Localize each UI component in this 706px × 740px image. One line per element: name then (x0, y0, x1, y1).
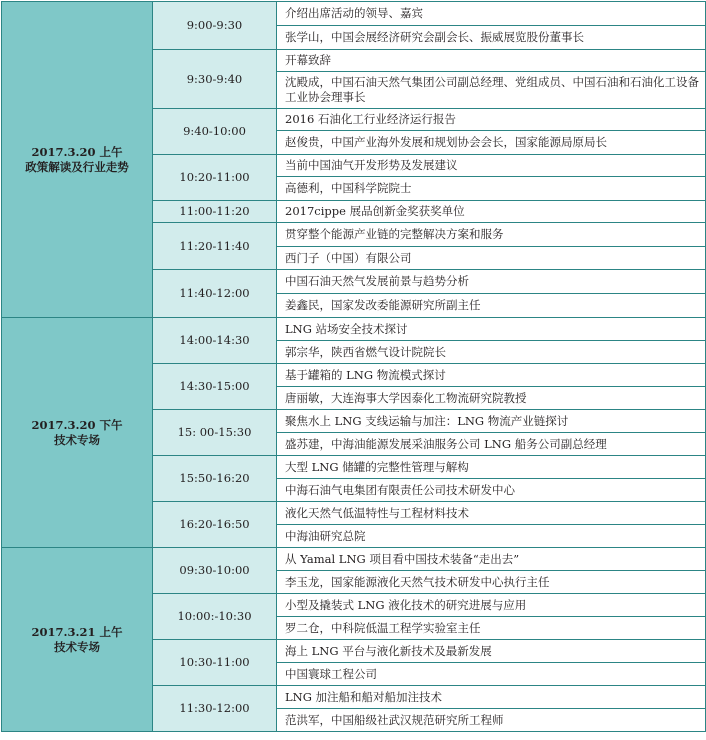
time-cell: 9:30-9:40 (153, 50, 277, 109)
agenda-item: 当前中国油气开发形势及发展建议 (277, 155, 706, 177)
time-cell: 9:00-9:30 (153, 2, 277, 50)
agenda-item: 中国寰球工程公司 (277, 663, 706, 686)
time-cell: 9:40-10:00 (153, 109, 277, 155)
agenda-item: 2017cippe 展品创新金奖获奖单位 (277, 201, 706, 223)
agenda-item: 大型 LNG 储罐的完整性管理与解构 (277, 456, 706, 479)
time-cell: 10:30-11:00 (153, 640, 277, 686)
agenda-item: 海上 LNG 平台与液化新技术及最新发展 (277, 640, 706, 663)
agenda-item: 介绍出席活动的领导、嘉宾 (277, 2, 706, 26)
agenda-item: 郭宗华，陕西省燃气设计院院长 (277, 341, 706, 364)
time-cell: 10:00:-10:30 (153, 594, 277, 640)
agenda-item: 从 Yamal LNG 项目看中国技术装备“走出去” (277, 548, 706, 571)
session-cell (2, 548, 153, 732)
agenda-item: 液化天然气低温特性与工程材料技术 (277, 502, 706, 525)
agenda-item: LNG 加注船和船对船加注技术 (277, 686, 706, 709)
time-cell: 11:20-11:40 (153, 223, 277, 270)
agenda-item: 赵俊贵，中国产业海外发展和规划协会会长，国家能源局原局长 (277, 131, 706, 155)
time-cell: 14:00-14:30 (153, 318, 277, 364)
agenda-item: 中国石油天然气发展前景与趋势分析 (277, 270, 706, 294)
table-row (2, 548, 706, 571)
agenda-item: 2016 石油化工行业经济运行报告 (277, 109, 706, 131)
agenda-item: 小型及撬装式 LNG 液化技术的研究进展与应用 (277, 594, 706, 617)
agenda-item: 范洪军，中国船级社武汉规范研究所工程师 (277, 709, 706, 732)
table-row (2, 2, 706, 26)
agenda-item: 中海油研究总院 (277, 525, 706, 548)
agenda-item: 基于罐箱的 LNG 物流模式探讨 (277, 364, 706, 387)
agenda-item: 姜鑫民，国家发改委能源研究所副主任 (277, 294, 706, 318)
schedule-table (1, 1, 706, 732)
agenda-item: 张学山，中国会展经济研究会副会长、振威展览股份董事长 (277, 26, 706, 50)
time-cell: 10:20-11:00 (153, 155, 277, 201)
time-cell: 14:30-15:00 (153, 364, 277, 410)
session-date: 2017.3.20 下午 (31, 417, 123, 432)
agenda-item: 聚焦水上 LNG 支线运输与加注：LNG 物流产业链探讨 (277, 410, 706, 433)
session-date: 2017.3.21 上午 (31, 624, 123, 639)
agenda-item: 盛苏建，中海油能源发展采油服务公司 LNG 船务公司副总经理 (277, 433, 706, 456)
time-cell: 11:00-11:20 (153, 201, 277, 223)
agenda-item: 李玉龙，国家能源液化天然气技术研发中心执行主任 (277, 571, 706, 594)
time-cell: 15: 00-15:30 (153, 410, 277, 456)
session-topic: 政策解读及行业走势 (25, 159, 129, 174)
session-cell (2, 2, 153, 318)
agenda-item: 贯穿整个能源产业链的完整解决方案和服务 (277, 223, 706, 247)
agenda-item: 沈殿成，中国石油天然气集团公司副总经理、党组成员、中国石油和石油化工设备工业协会理事长 (277, 72, 706, 109)
agenda-item: 罗二仓，中科院低温工程学实验室主任 (277, 617, 706, 640)
time-cell: 09:30-10:00 (153, 548, 277, 594)
time-cell: 16:20-16:50 (153, 502, 277, 548)
time-cell: 11:30-12:00 (153, 686, 277, 732)
agenda-item: 西门子（中国）有限公司 (277, 247, 706, 270)
agenda-item: 开幕致辞 (277, 50, 706, 72)
agenda-item: LNG 站场安全技术探讨 (277, 318, 706, 341)
agenda-item: 高德利，中国科学院院士 (277, 177, 706, 201)
agenda-item: 中海石油气电集团有限责任公司技术研发中心 (277, 479, 706, 502)
session-topic: 技术专场 (54, 639, 100, 654)
session-cell (2, 318, 153, 548)
agenda-item: 唐丽敏，大连海事大学因泰化工物流研究院教授 (277, 387, 706, 410)
time-cell: 11:40-12:00 (153, 270, 277, 318)
table-row (2, 318, 706, 341)
session-topic: 技术专场 (54, 432, 100, 447)
time-cell: 15:50-16:20 (153, 456, 277, 502)
session-date: 2017.3.20 上午 (31, 144, 123, 159)
